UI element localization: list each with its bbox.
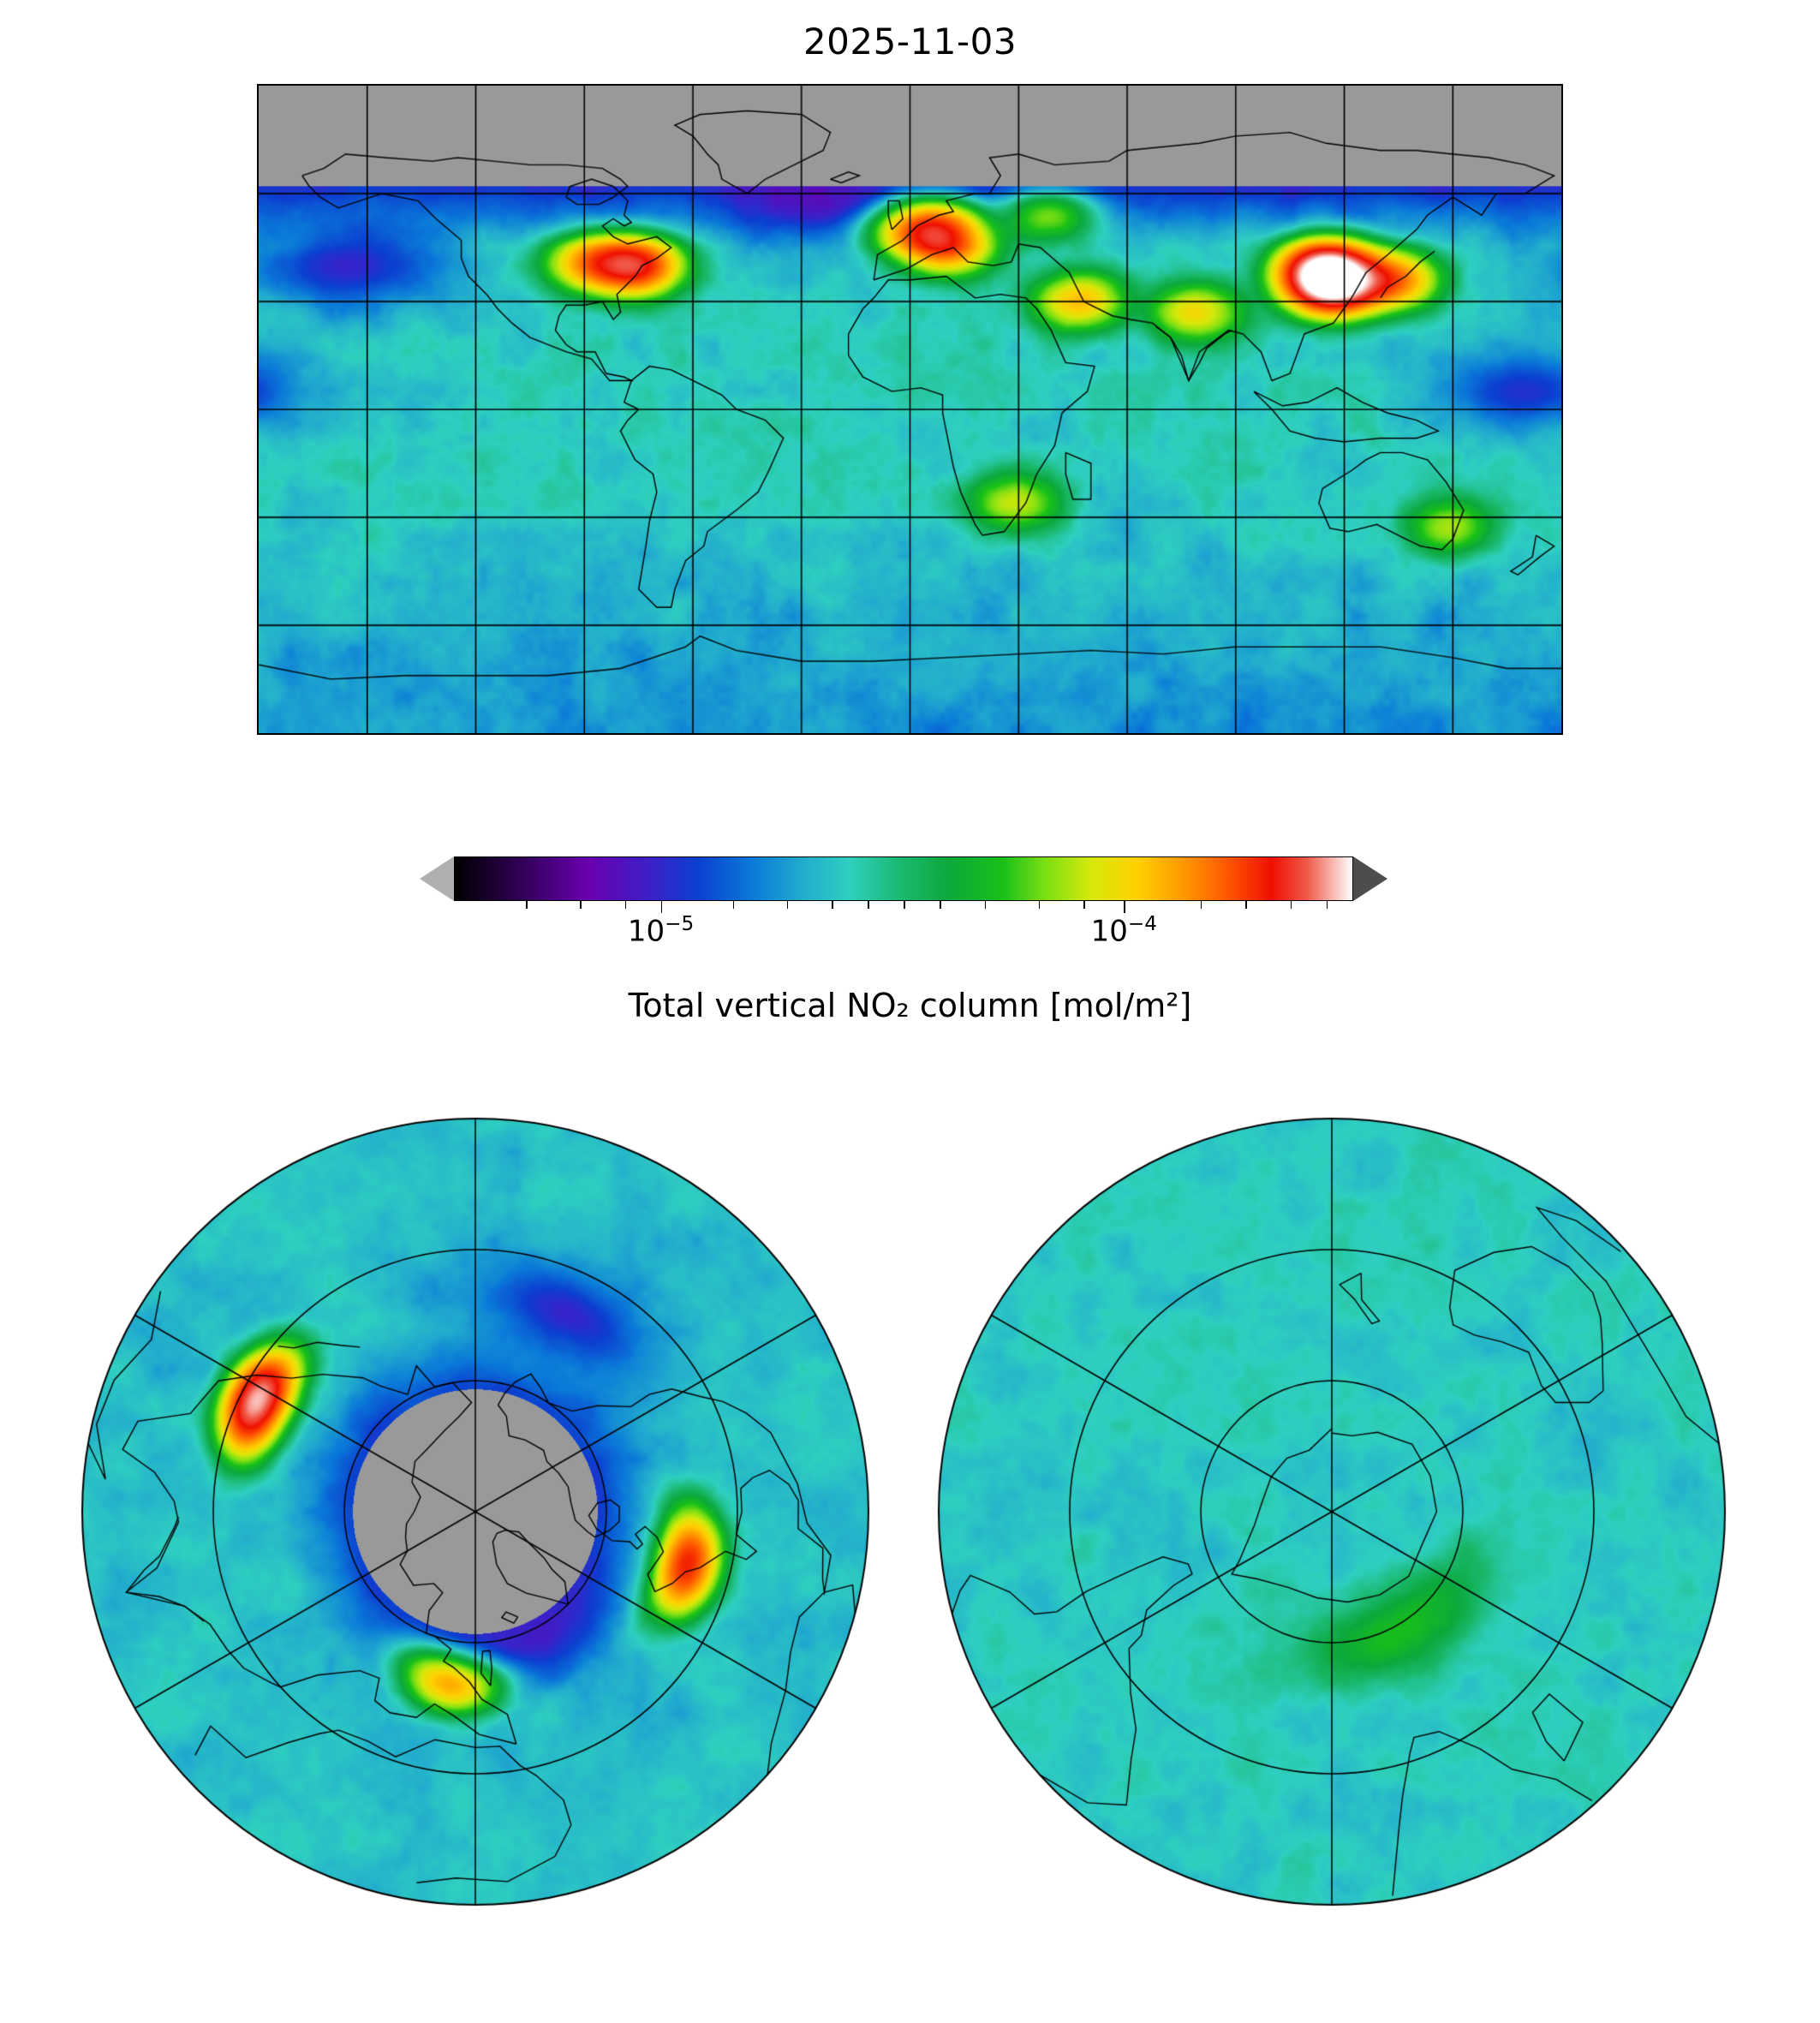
colorbar-minor-tick: [733, 901, 735, 909]
colorbar-minor-tick: [526, 901, 528, 909]
global-map-canvas: [259, 86, 1561, 733]
colorbar-tick-label: $10^{-5}$: [627, 913, 695, 949]
colorbar-minor-tick: [868, 901, 869, 909]
colorbar-minor-tick: [1245, 901, 1247, 909]
colorbar-minor-tick: [625, 901, 627, 909]
colorbar-minor-tick: [1327, 901, 1328, 909]
colorbar-minor-tick: [1201, 901, 1202, 909]
north-polar-canvas: [77, 1113, 874, 1910]
colorbar-tick-label: $10^{-4}$: [1090, 913, 1157, 949]
colorbar: [420, 856, 1387, 949]
colorbar-minor-tick: [832, 901, 833, 909]
colorbar-minor-tick: [985, 901, 987, 909]
colorbar-minor-tick: [787, 901, 789, 909]
colorbar-under-cap: [420, 856, 454, 901]
colorbar-minor-tick: [904, 901, 905, 909]
colorbar-minor-tick: [1039, 901, 1041, 909]
global-map-panel: [257, 84, 1563, 735]
south-polar-canvas: [934, 1113, 1730, 1910]
page-title: 2025-11-03: [803, 21, 1017, 63]
colorbar-over-cap: [1353, 856, 1387, 901]
colorbar-label: Total vertical NO₂ column [mol/m²]: [628, 987, 1192, 1024]
colorbar-minor-tick: [1083, 901, 1085, 909]
colorbar-minor-tick: [1291, 901, 1292, 909]
south-polar-panel: [934, 1113, 1730, 1910]
colorbar-minor-tick: [940, 901, 941, 909]
colorbar-gradient: [454, 856, 1353, 901]
colorbar-minor-tick: [580, 901, 582, 909]
colorbar-major-tick: [1124, 901, 1125, 913]
north-polar-panel: [77, 1113, 874, 1910]
colorbar-major-tick: [661, 901, 663, 913]
